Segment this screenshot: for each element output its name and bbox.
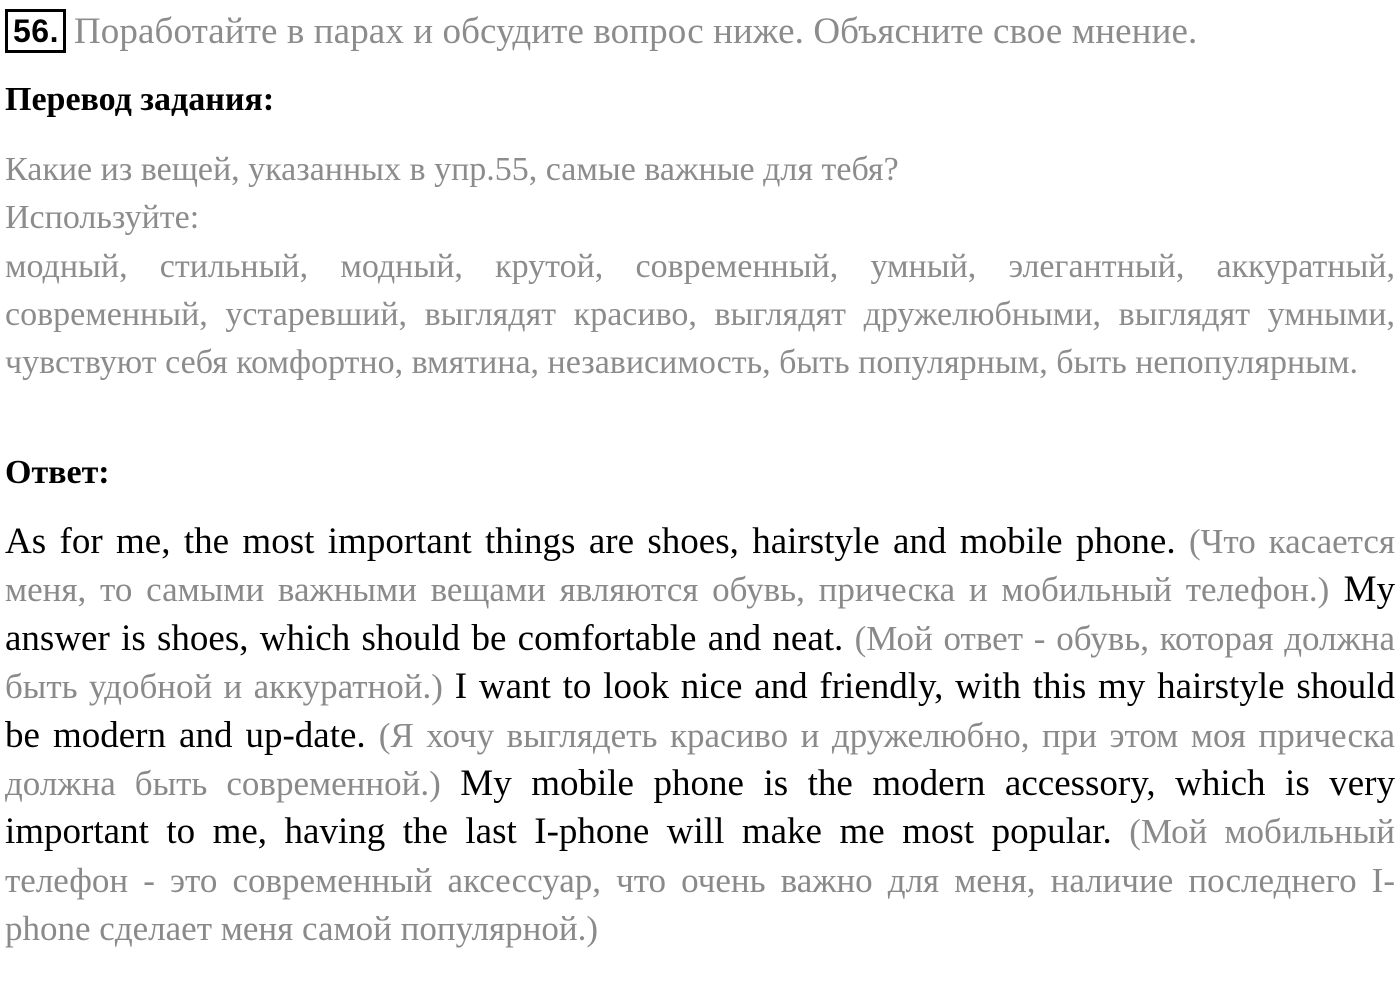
task-instruction: Поработайте в парах и обсудите вопрос ниже. Объясните свое мнение. [73,10,1198,52]
answer-paragraph [5,518,1395,954]
answer-english-sentence: My answer is shoes, which should be comfortable and neat. [5,569,1396,659]
answer-russian-translation: (Что касается меня, то самыми важными вещами являются обувь, прическа и мобильный телефон.) [5,522,1396,610]
answer-english-sentence: I want to look nice and friendly, with this my hairstyle should be modern and up-date. [5,666,1395,756]
translation-block [5,146,1395,387]
translation-use-label: Используйте: [5,199,200,237]
answer-heading: Ответ: [5,454,110,491]
answer-russian-translation: (Мой мобильный телефон - это современный аксессуар, что очень важно для меня, наличие последнего I-phone сделает меня самой популярной.) [5,812,1395,949]
translation-vocabulary: модный, стильный, модный, крутой, современный, умный, элегантный, аккуратный, современный, устаревший, выглядят красиво, выглядят дружелюбными, выглядят умными, чувствуют себя комфортно, вмятина, независимость, быть популярным, быть непопулярным. [5,247,1395,382]
task-number-badge: 56. [5,9,66,53]
answer-english-sentence: My mobile phone is the modern accessory, which is very important to me, having the last I-phone will make me most popular. [5,763,1395,853]
task-header [5,6,1395,56]
translation-question: Какие из вещей, указанных в упр.55, самые важные для тебя? [5,151,899,188]
document-page [5,6,1396,949]
answer-english-sentence: As for me, the most important things are shoes, hairstyle and mobile phone. [5,521,1176,562]
answer-russian-translation: (Мой ответ - обувь, которая должна быть удобной и аккуратной.) [5,618,1396,707]
answer-russian-translation: (Я хочу выглядеть красиво и дружелюбно, при этом моя прическа должна быть современной.) [5,715,1395,804]
translation-heading: Перевод задания: [5,81,275,118]
